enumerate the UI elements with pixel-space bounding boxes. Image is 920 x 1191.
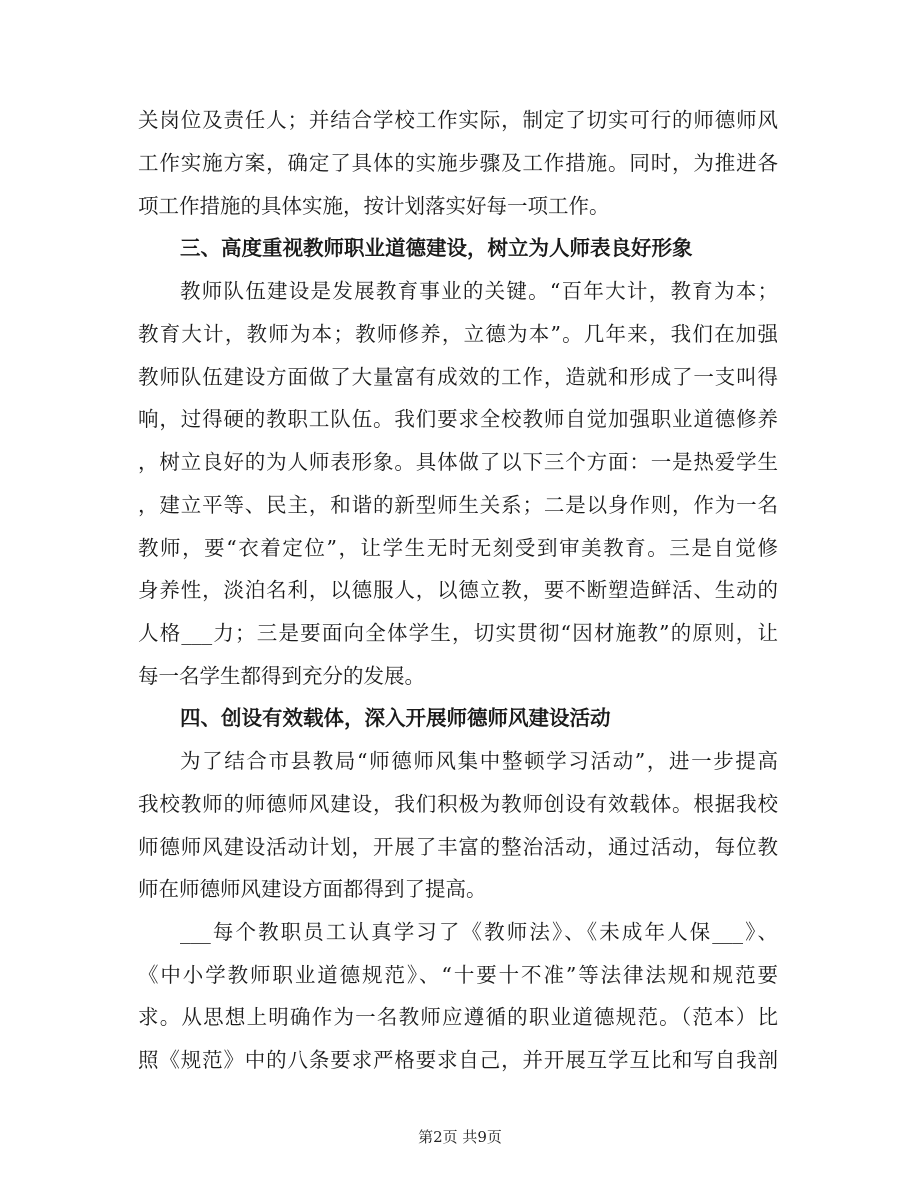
text-line: ，建立平等、民主，和谐的新型师生关系；二是以身作则，作为一名 (138, 493, 778, 517)
text-line: 教师队伍建设方面做了大量富有成效的工作，造就和形成了一支叫得 (138, 365, 778, 389)
text-line: 为了结合市县教局“师德师风集中整顿学习活动”，进一步提高 (180, 749, 778, 773)
text-line: ___每个教职员工认真学习了《教师法》、《未成年人保___》、 (180, 920, 778, 944)
section-heading: 三、高度重视教师职业道德建设，树立为人师表良好形象 (180, 236, 693, 260)
text-line: 工作实施方案，确定了具体的实施步骤及工作措施。同时，为推进各 (138, 151, 778, 175)
text-line: 照《规范》中的八条要求严格要求自己，并开展互学互比和写自我剖 (138, 1048, 778, 1072)
text-line: 身养性，淡泊名利，以德服人，以德立教，要不断塑造鲜活、生动的 (138, 578, 778, 602)
text-line: 教师队伍建设是发展教育事业的关键。“百年大计，教育为本； (180, 279, 778, 303)
text-line: 关岗位及责任人；并结合学校工作实际，制定了切实可行的师德师风 (138, 108, 778, 132)
text-line: 《中小学教师职业道德规范》、“十要十不准”等法律法规和规范要 (138, 963, 778, 987)
text-line: 师德师风建设活动计划，开展了丰富的整治活动，通过活动，每位教 (138, 835, 778, 859)
section-heading: 四、创设有效载体，深入开展师德师风建设活动 (180, 706, 611, 730)
text-line: 求。从思想上明确作为一名教师应遵循的职业道德规范。（范本）比 (138, 1005, 778, 1029)
text-line: 我校教师的师德师风建设，我们积极为教师创设有效载体。根据我校 (138, 792, 778, 816)
text-line: 师在师德师风建设方面都得到了提高。 (138, 877, 487, 901)
text-line: 教师，要“衣着定位”，让学生无时无刻受到审美教育。三是自觉修 (138, 536, 778, 560)
text-line: 响，过得硬的教职工队伍。我们要求全校教师自觉加强职业道德修养 (138, 407, 778, 431)
text-line: 每一名学生都得到充分的发展。 (138, 664, 425, 688)
text-line: ，树立良好的为人师表形象。具体做了以下三个方面：一是热爱学生 (138, 450, 778, 474)
text-line: 教育大计，教师为本；教师修养，立德为本”。几年来，我们在加强 (138, 322, 778, 346)
page-number-footer: 第2页 共9页 (418, 1128, 502, 1146)
text-line: 人格___力；三是要面向全体学生，切实贯彻“因材施教”的原则，让 (138, 621, 778, 645)
text-line: 项工作措施的具体实施，按计划落实好每一项工作。 (138, 194, 610, 218)
